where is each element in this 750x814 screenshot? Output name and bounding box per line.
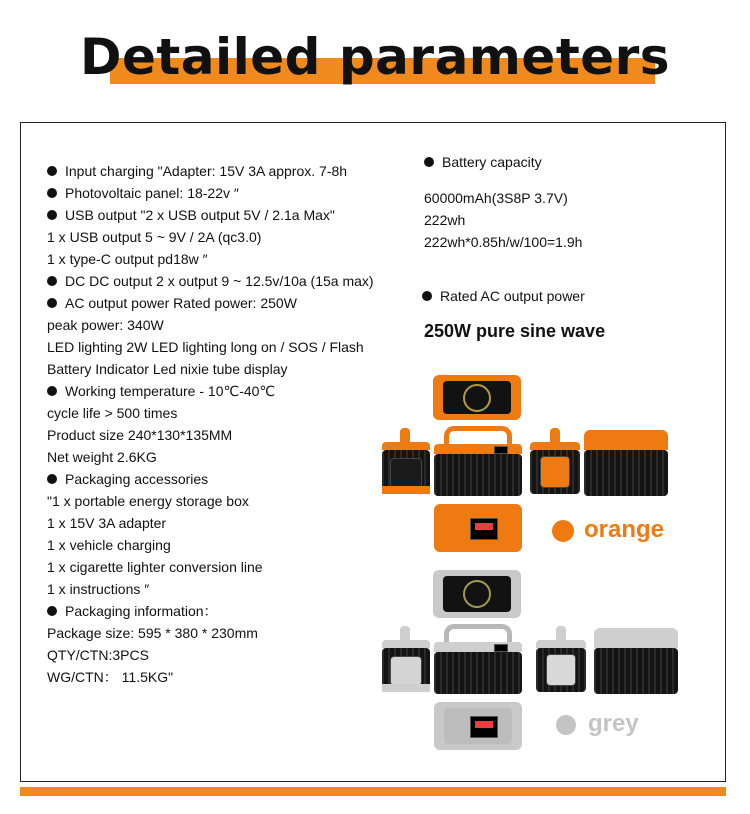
spec-text: Packaging accessories: [65, 471, 209, 487]
orange-side-view-left: [382, 428, 430, 494]
bullet-icon: [47, 276, 57, 286]
bullet-icon: [47, 210, 57, 220]
battery-capacity-heading: [424, 154, 542, 170]
spec-line: [47, 380, 417, 402]
spec-text: Input charging "Adapter: 15V 3A approx. 7-8h: [65, 163, 348, 179]
wireless-charging-pad-icon: [463, 384, 491, 412]
spec-text: Product size 240*130*135MM: [47, 427, 233, 443]
spec-text: AC output power Rated power: 250W: [65, 295, 297, 311]
bullet-icon: [422, 291, 432, 301]
wireless-charging-pad-icon: [463, 580, 491, 608]
spec-line: [47, 314, 417, 336]
battery-capacity-line-1: 60000mAh(3S8P 3.7V): [424, 190, 568, 206]
ac-heading-text: Rated AC output power: [440, 288, 585, 304]
grey-front-view: [434, 624, 522, 694]
spec-line: [47, 270, 417, 292]
grey-side-view-left: [382, 626, 430, 692]
spec-list: [47, 160, 417, 688]
spec-line: [47, 402, 417, 424]
spec-line: [47, 644, 417, 666]
spec-line: [47, 336, 417, 358]
battery-capacity-line-2: 222wh: [424, 212, 466, 228]
orange-bottom-view: [434, 504, 522, 552]
title-banner: [0, 0, 750, 110]
bullet-icon: [47, 298, 57, 308]
spec-text: Package size: 595 * 380 * 230mm: [47, 625, 258, 641]
spec-line: [47, 666, 417, 688]
spec-text: QTY/CTN:3PCS: [47, 647, 149, 663]
orange-front-view: [434, 426, 522, 496]
grey-back-view: [594, 624, 678, 694]
spec-text: Packaging information：: [65, 603, 218, 619]
battery-heading-text: Battery capacity: [442, 154, 542, 170]
spec-line: [47, 248, 417, 270]
spec-line: [47, 204, 417, 226]
spec-text: WG/CTN： 11.5KG": [47, 669, 174, 685]
battery-capacity-line-3: 222wh*0.85h/w/100=1.9h: [424, 234, 583, 250]
spec-line: [47, 578, 417, 600]
spec-line: [47, 490, 417, 512]
spec-text: Net weight 2.6KG: [47, 449, 157, 465]
bullet-icon: [424, 157, 434, 167]
spec-text: 1 x USB output 5 ~ 9V / 2A (qc3.0): [47, 229, 262, 245]
bullet-icon: [47, 386, 57, 396]
grey-swatch-icon: [556, 715, 576, 735]
bullet-icon: [47, 474, 57, 484]
spec-line: [47, 292, 417, 314]
orange-back-view: [584, 426, 668, 496]
spec-text: 1 x type-C output pd18w ″: [47, 251, 208, 267]
spec-text: 1 x 15V 3A adapter: [47, 515, 167, 531]
page-title: Detailed parameters: [79, 28, 671, 86]
spec-text: Working temperature - 10℃-40℃: [65, 383, 276, 399]
spec-line: [47, 600, 417, 622]
bullet-icon: [47, 606, 57, 616]
spec-line: [47, 512, 417, 534]
orange-swatch-icon: [552, 520, 574, 542]
spec-text: 1 x cigarette lighter conversion line: [47, 559, 263, 575]
spec-text: LED lighting 2W LED lighting long on / SOS / Flash: [47, 339, 364, 355]
spec-line: [47, 182, 417, 204]
spec-line: [47, 622, 417, 644]
grey-top-view: [433, 570, 521, 618]
orange-top-view: [433, 375, 521, 420]
spec-line: [47, 160, 417, 182]
bullet-icon: [47, 166, 57, 176]
spec-text: cycle life > 500 times: [47, 405, 178, 421]
bullet-icon: [47, 188, 57, 198]
spec-line: [47, 446, 417, 468]
color-label-orange: orange: [584, 516, 665, 543]
spec-text: USB output "2 x USB output 5V / 2.1a Max": [65, 207, 335, 223]
spec-line: [47, 424, 417, 446]
spec-line: [47, 556, 417, 578]
color-label-grey: grey: [588, 710, 639, 737]
ac-power-value: 250W pure sine wave: [424, 321, 606, 341]
spec-text: DC DC output 2 x output 9 ~ 12.5v/10a (15a max): [65, 273, 374, 289]
spec-text: Battery Indicator Led nixie tube display: [47, 361, 288, 377]
bottom-accent-bar: [20, 787, 726, 796]
spec-line: [47, 468, 417, 490]
spec-line: [47, 358, 417, 380]
spec-line: [47, 226, 417, 248]
grey-side-view-ports: [536, 626, 586, 692]
grey-bottom-view: [434, 702, 522, 750]
spec-text: Photovoltaic panel: 18-22v ″: [65, 185, 239, 201]
spec-text: "1 x portable energy storage box: [47, 493, 249, 509]
spec-line: [47, 534, 417, 556]
spec-text: 1 x vehicle charging: [47, 537, 171, 553]
ac-power-heading: [422, 288, 585, 304]
orange-side-view-ports: [530, 428, 580, 494]
spec-text: peak power: 340W: [47, 317, 164, 333]
spec-text: 1 x instructions ″: [47, 581, 150, 597]
